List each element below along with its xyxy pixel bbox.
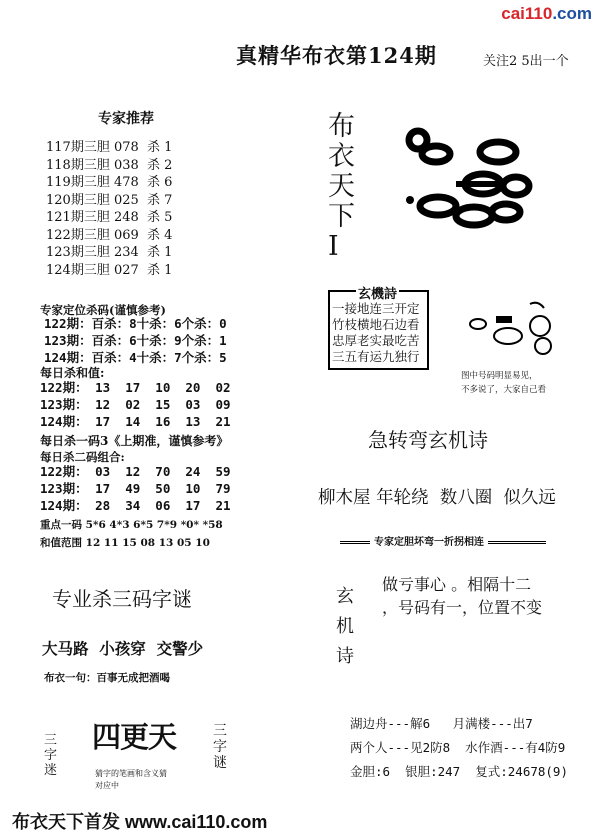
list-item: 122期：百杀：8十杀：6个杀：0 [44,316,227,331]
list-item: 122期： 03 12 70 24 59 [40,464,231,479]
list-item: 121期三胆 248 杀 5 [46,210,173,225]
poem-heading: 玄機詩 [356,283,399,302]
list-item: 118期三胆 038 杀 2 [46,157,173,173]
figure-note: 图中号码明显易见， [461,371,538,381]
poem-lines: 一接地连三开定 竹枝横地石边看 忠厚老实最吃苦 三五有运九独行 [332,301,420,364]
center-word: 四更天 [92,720,177,754]
list-item: 123期：百杀：6十杀：9个杀：1 [44,333,227,348]
combo-list [40,463,231,514]
list-item: 123期： 17 49 50 10 79 [40,481,231,496]
sum-list [40,379,231,430]
riddle-title: 专业杀三码字谜 [52,587,192,611]
list-item: 124期： 28 34 06 17 21 [40,498,231,513]
list-item: 湖边舟---解6 月满楼---出7 [350,716,533,731]
turn-title: 急转弯玄机诗 [368,428,488,452]
list-item: 122期： 13 17 10 20 02 [40,380,231,395]
sum-heading: 每日杀和值: [40,366,105,380]
list-item: 124期三胆 027 杀 1 [46,262,173,278]
center-note: 猜字的笔画和含义猜 [95,769,167,778]
riddle-phrases: 大马路 小孩穿 交警少 [42,639,204,658]
list-item: 两个人---见2防8 水作酒---有4防9 [350,740,566,755]
list-item: 123期三胆 234 杀 1 [46,245,173,260]
list-item: 120期三胆 025 杀 7 [46,192,173,208]
list-item: 123期： 12 02 15 03 09 [40,397,231,412]
xuanji-text: ，号码有一，位置不变 [382,598,543,617]
footer: 布衣天下首发 www.cai110.com [12,812,268,832]
sum-range: 和值范围 12 11 15 08 13 05 10 [40,537,210,549]
page-title: 真精华布衣第124期 [236,43,437,68]
list-item: 117期三胆 078 杀 1 [46,140,173,155]
one-heading: 每日杀一码3《上期准，谨慎参考》 [40,434,229,448]
list-item: 124期： 17 14 16 13 21 [40,414,231,429]
right-side-label: 三字谜 [213,723,227,771]
turn-line: 柳木屋 年轮绕 数八圈 似久远 [318,488,556,508]
divider-text: 专家定胆坏弯一折拐相连 [370,533,488,548]
site-logo: cai110.com [501,4,592,23]
kill-list [44,315,227,366]
coin-figure [458,296,558,366]
key-code: 重点一码 5*6 4*3 6*5 7*9 *0* *58 [40,519,223,531]
center-note: 对应中 [95,781,119,790]
xuanji-vertical-title: 玄 机 诗 [336,586,354,667]
xuanji-text: 做亏事心 。相隔十二 [382,575,532,594]
list-item: 122期三胆 069 杀 4 [46,227,173,243]
expert-heading: 专家推荐 [98,111,154,127]
figure-note: 不多说了，大家自己看 [461,385,547,395]
top-note: 关注2 5出一个 [483,54,569,69]
expert-list [46,139,172,279]
buyi-vertical-title: 布 衣 天 下 I [328,111,355,262]
list-item: 119期三胆 478 杀 6 [46,175,173,190]
kill-heading: 专家定位杀码(谨慎参考) [40,303,166,317]
list-item: 124期：百杀：4十杀：7个杀：5 [44,350,227,365]
answer-list [350,712,568,784]
buyi-line: 布衣一句：百事无成把酒喝 [44,672,170,684]
list-item: 金胆:6 银胆:247 复式:24678(9) [350,764,568,779]
chain-figure [398,126,538,241]
combo-heading: 每日杀二码组合: [40,450,125,464]
left-side-label: 三字迷 [44,733,58,778]
